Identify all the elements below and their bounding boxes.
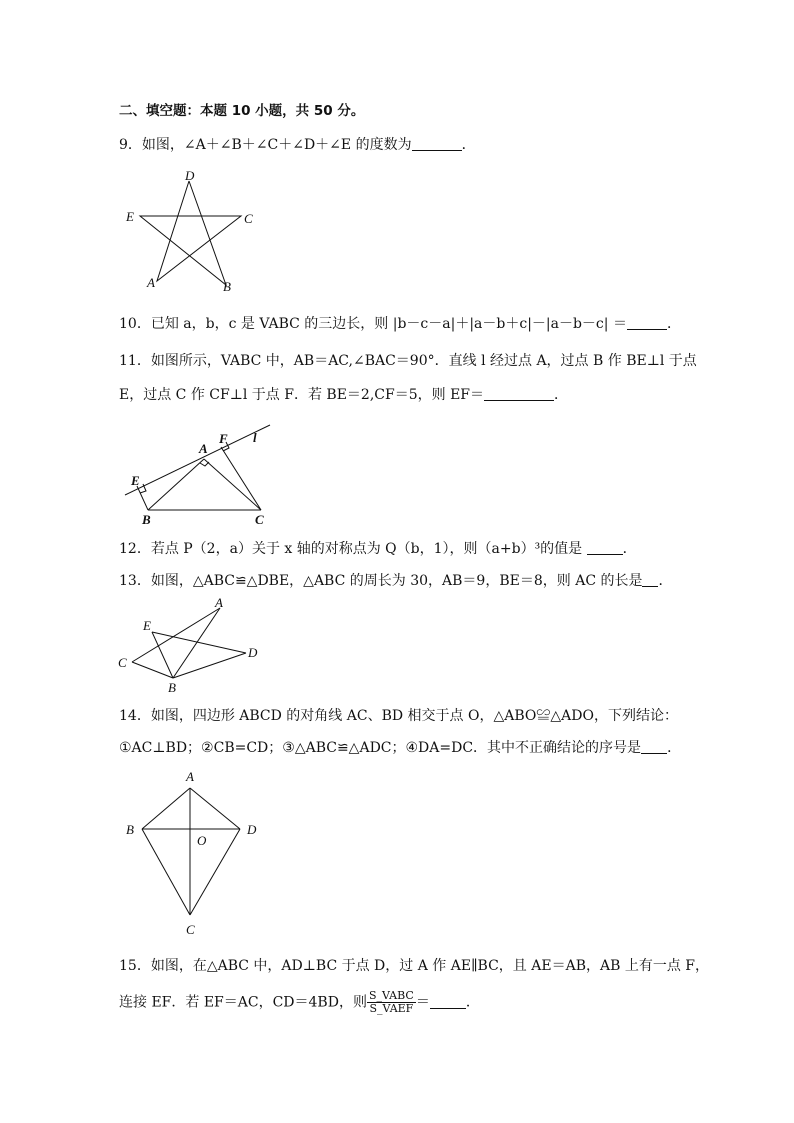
label-tri-C: C — [255, 512, 264, 527]
question-14-tail: ． — [667, 740, 682, 756]
answer-blank-15 — [430, 995, 466, 1009]
star-lines — [140, 181, 241, 285]
label-kite-D: D — [247, 822, 257, 837]
label-tri-A: A — [199, 441, 208, 456]
question-10-text: 10．已知 a，b，c 是 VABC 的三边长，则 |b－c－a|＋|a－b＋c|－|a－b－c| ＝ — [119, 316, 627, 332]
question-12-text: 12．若点 P（2，a）关于 x 轴的对称点为 Q（b，1），则（a+b）³的值是 — [119, 541, 587, 557]
label-star-A: A — [147, 275, 155, 290]
label-star-D: D — [185, 168, 195, 183]
question-15-line1: 15．如图，在△ABC 中，AD⊥BC 于点 D，过 A 作 AE∥BC，且 AE＝AB，AB 上有一点 F， — [119, 958, 709, 974]
answer-blank-11 — [484, 387, 554, 401]
question-10 — [119, 315, 681, 333]
answer-blank-10 — [627, 316, 667, 330]
segment-AB — [148, 459, 204, 510]
segment-ED — [152, 632, 246, 653]
label-kite-C: C — [186, 922, 195, 937]
question-12-tail: ． — [622, 541, 637, 557]
answer-blank-9 — [412, 137, 462, 151]
question-13-text: 13．如图，△ABC≌△DBE，△ABC 的周长为 30，AB＝9，BE＝8，则 AC 的长是 — [119, 573, 643, 589]
segment-BE — [137, 486, 148, 510]
question-14-line1: 14．如图，四边形 ABCD 的对角线 AC、BD 相交于点 O，△ABO≌△ADO，下列结论： — [119, 708, 678, 724]
question-9 — [119, 136, 476, 154]
segment-AC — [204, 459, 261, 510]
label-cong-B: B — [168, 680, 176, 695]
segment-AB — [142, 788, 190, 829]
segment-BC — [142, 829, 190, 915]
label-cong-D: D — [248, 645, 258, 660]
label-cong-A: A — [215, 595, 223, 610]
question-15-line2 — [119, 990, 480, 1015]
question-15-tail: ． — [465, 994, 480, 1011]
fraction-numerator: S_VABC — [368, 989, 414, 1002]
question-11-line2 — [119, 386, 568, 404]
segment-CF — [221, 447, 261, 510]
label-star-C: C — [244, 211, 253, 226]
figure-kite — [115, 765, 275, 945]
label-kite-B: B — [126, 822, 134, 837]
question-11-text: E，过点 C 作 CF⊥l 于点 F．若 BE＝2,CF＝5，则 EF＝ — [119, 387, 484, 403]
section-title: 二、填空题：本题 10 小题，共 50 分。 — [119, 103, 365, 119]
question-11-line1: 11．如图所示，VABC 中，AB＝AC,∠BAC＝90°．直线 l 经过点 A，过点 B 作 BE⊥l 于点 — [119, 353, 697, 369]
question-10-tail: ． — [666, 316, 681, 332]
question-15-text: 连接 EF．若 EF＝AC，CD＝4BD，则 — [119, 994, 367, 1011]
answer-blank-14 — [641, 740, 667, 754]
label-tri-E: E — [131, 473, 140, 488]
label-tri-B: B — [142, 512, 151, 527]
figure-congruent-triangles — [115, 595, 265, 695]
answer-blank-12 — [587, 541, 623, 555]
question-9-text: 9．如图，∠A＋∠B＋∠C＋∠D＋∠E 的度数为 — [119, 137, 412, 153]
equals-sign: ＝ — [415, 994, 430, 1011]
figure-right-triangle — [115, 420, 285, 530]
segment-CA — [132, 608, 220, 662]
figure-star — [120, 165, 260, 295]
label-cong-E: E — [143, 618, 151, 633]
question-14-text: ①AC⊥BD；②CB=CD；③△ABC≌△ADC；④DA=DC．其中不正确结论的序号是 — [119, 740, 642, 756]
area-ratio-fraction — [367, 990, 416, 1015]
fraction-denominator: S_VAEF — [369, 1002, 414, 1015]
question-11-tail: ． — [554, 387, 568, 403]
label-tri-F: F — [219, 431, 228, 446]
segment-AD — [190, 788, 240, 829]
question-13 — [119, 572, 672, 590]
label-cong-C: C — [118, 655, 127, 670]
answer-blank-13 — [642, 573, 658, 587]
label-tri-l: l — [253, 430, 257, 445]
question-12 — [119, 540, 637, 558]
label-kite-A: A — [186, 769, 194, 784]
question-9-tail: ． — [461, 137, 476, 153]
label-kite-O: O — [197, 833, 207, 848]
question-14-line2 — [119, 739, 681, 757]
segment-AB — [173, 608, 220, 678]
question-13-tail: ． — [658, 573, 673, 589]
line-l — [125, 425, 270, 495]
segment-DB — [173, 653, 246, 678]
label-star-E: E — [126, 209, 134, 224]
label-star-B: B — [223, 279, 231, 294]
